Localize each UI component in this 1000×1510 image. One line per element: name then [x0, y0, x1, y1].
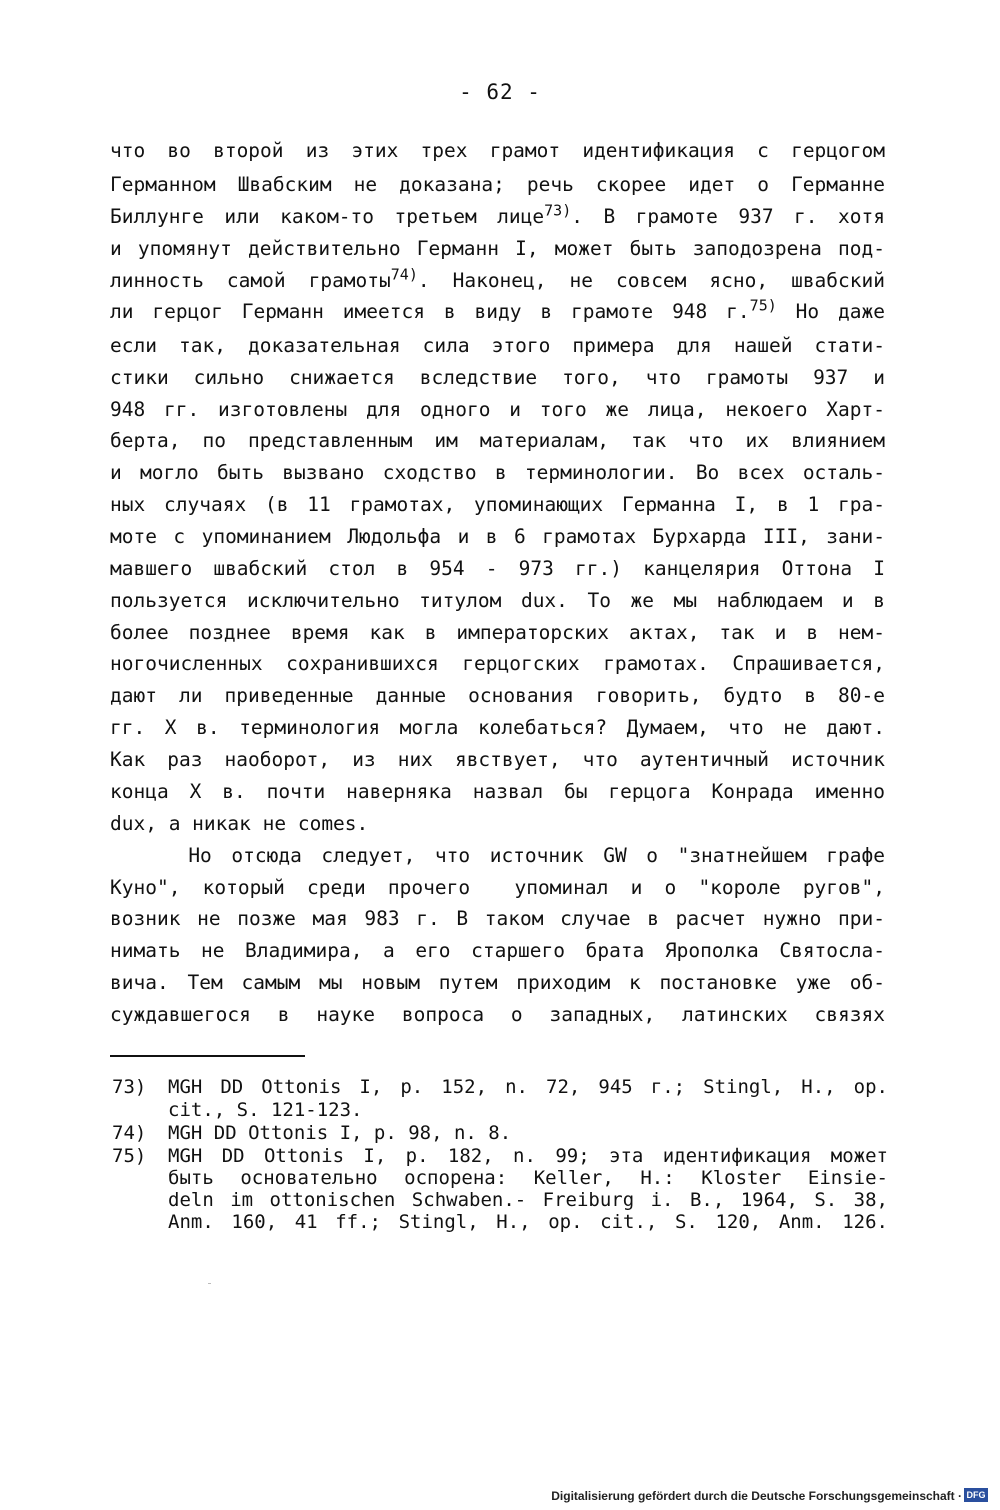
- footnote-ref-73: 73): [544, 201, 572, 220]
- footnote-number: 73): [112, 1076, 147, 1098]
- footnote-text: Anm. 160, 41 ff.; Stingl, H., op. cit., S. 120, Anm. 126.: [168, 1211, 888, 1233]
- body-line: конца Х в. почти наверняка назвал бы герцога Конрада именно: [110, 780, 885, 803]
- scan-speck: [208, 1283, 211, 1284]
- body-line: Германном Швабским не доказана; речь скорее идет о Германне: [110, 173, 885, 196]
- body-line: линность самой грамоты$^{74)}$. Наконец, не совсем ясно, швабский: [110, 265, 886, 292]
- footnote-text: быть основательно оспорена: Keller, H.: Kloster Einsie-: [168, 1167, 888, 1189]
- body-line: берта, по представленным им материалам, так что их влиянием: [110, 429, 885, 452]
- body-line-indented: Но отсюда следует, что источник GW о "знатнейшем графе: [110, 844, 885, 867]
- footnote-number: 74): [112, 1122, 147, 1144]
- body-line: 948 гг. изготовлены для одного и того же лица, некоего Харт-: [110, 398, 885, 421]
- footnote-text: MGH DD Ottonis I, p. 152, n. 72, 945 г.; Stingl, H., op.: [168, 1076, 888, 1098]
- body-line: дают ли приведенные данные основания говорить, будто в 80-е: [110, 684, 885, 707]
- dfg-logo: DFG: [964, 1488, 988, 1502]
- footnote-separator: [110, 1055, 305, 1057]
- footnote-ref-75: 75): [749, 296, 777, 315]
- body-line: Куно", который среди прочего упоминал и о "короле ругов",: [110, 876, 885, 899]
- body-line: если так, доказательная сила этого примера для нашей стати-: [110, 334, 885, 357]
- footnote-text: deln im ottonischen Schwaben.- Freiburg i. B., 1964, S. 38,: [168, 1189, 888, 1211]
- body-line: суждавшегося в науке вопроса о западных, латинских связях: [110, 1003, 885, 1026]
- body-line: вича. Тем самым мы новым путем приходим к постановке уже об-: [110, 971, 885, 994]
- funding-note: Digitalisierung gefördert durch die Deutsche Forschungsgemeinschaft ·: [551, 1489, 962, 1503]
- body-line: ных случаях (в 11 грамотах, упоминающих Германна I, в 1 гра-: [110, 493, 885, 516]
- body-line: моте с упоминанием Людольфа и в 6 грамотах Бурхарда III, зани-: [110, 525, 885, 548]
- body-line: мавшего швабский стол в 954 - 973 гг.) канцелярия Оттона I: [110, 557, 885, 580]
- body-line: dux, а никак не comes.: [110, 812, 369, 835]
- body-line: возник не позже мая 983 г. В таком случае в расчет нужно при-: [110, 907, 885, 930]
- body-line: Как раз наоборот, из них явствует, что аутентичный источник: [110, 748, 885, 771]
- footnote-text: MGH DD Ottonis I, p. 182, n. 99; эта идентификация может: [168, 1145, 888, 1167]
- footnote-text: cit., S. 121-123.: [168, 1099, 363, 1121]
- body-line: что во второй из этих трех грамот идентификация с герцогом: [110, 139, 885, 162]
- body-line: нимать не Владимира, а его старшего брата Ярополка Святосла-: [110, 939, 885, 962]
- body-line: и могло быть вызвано сходство в терминологии. Во всех осталь-: [110, 461, 885, 484]
- page-number: - 62 -: [459, 80, 541, 104]
- footnote-text: MGH DD Ottonis I, p. 98, n. 8.: [168, 1122, 512, 1144]
- body-line: ли герцог Германн имеется в виду в грамоте 948 г.$^{75)}$ Но даже: [110, 296, 885, 323]
- body-line: стики сильно снижается вследствие того, что грамоты 937 и: [110, 366, 885, 389]
- body-line: более позднее время как в императорских актах, так и в нем-: [110, 621, 885, 644]
- body-line: и упомянут действительно Германн I, может быть заподозрена под-: [110, 237, 885, 260]
- footnote-ref-74: 74): [390, 265, 418, 284]
- body-line: Биллунге или каком-то третьем лице$^{73)}$. В грамоте 937 г. хотя: [110, 201, 885, 228]
- footnote-number: 75): [112, 1145, 147, 1167]
- body-line: гг. Х в. терминология могла колебаться? Думаем, что не дают.: [110, 716, 885, 739]
- body-line: пользуется исключительно титулом dux. То же мы наблюдаем и в: [110, 589, 885, 612]
- body-line: ногочисленных сохранившихся герцогских грамотах. Спрашивается,: [110, 652, 885, 675]
